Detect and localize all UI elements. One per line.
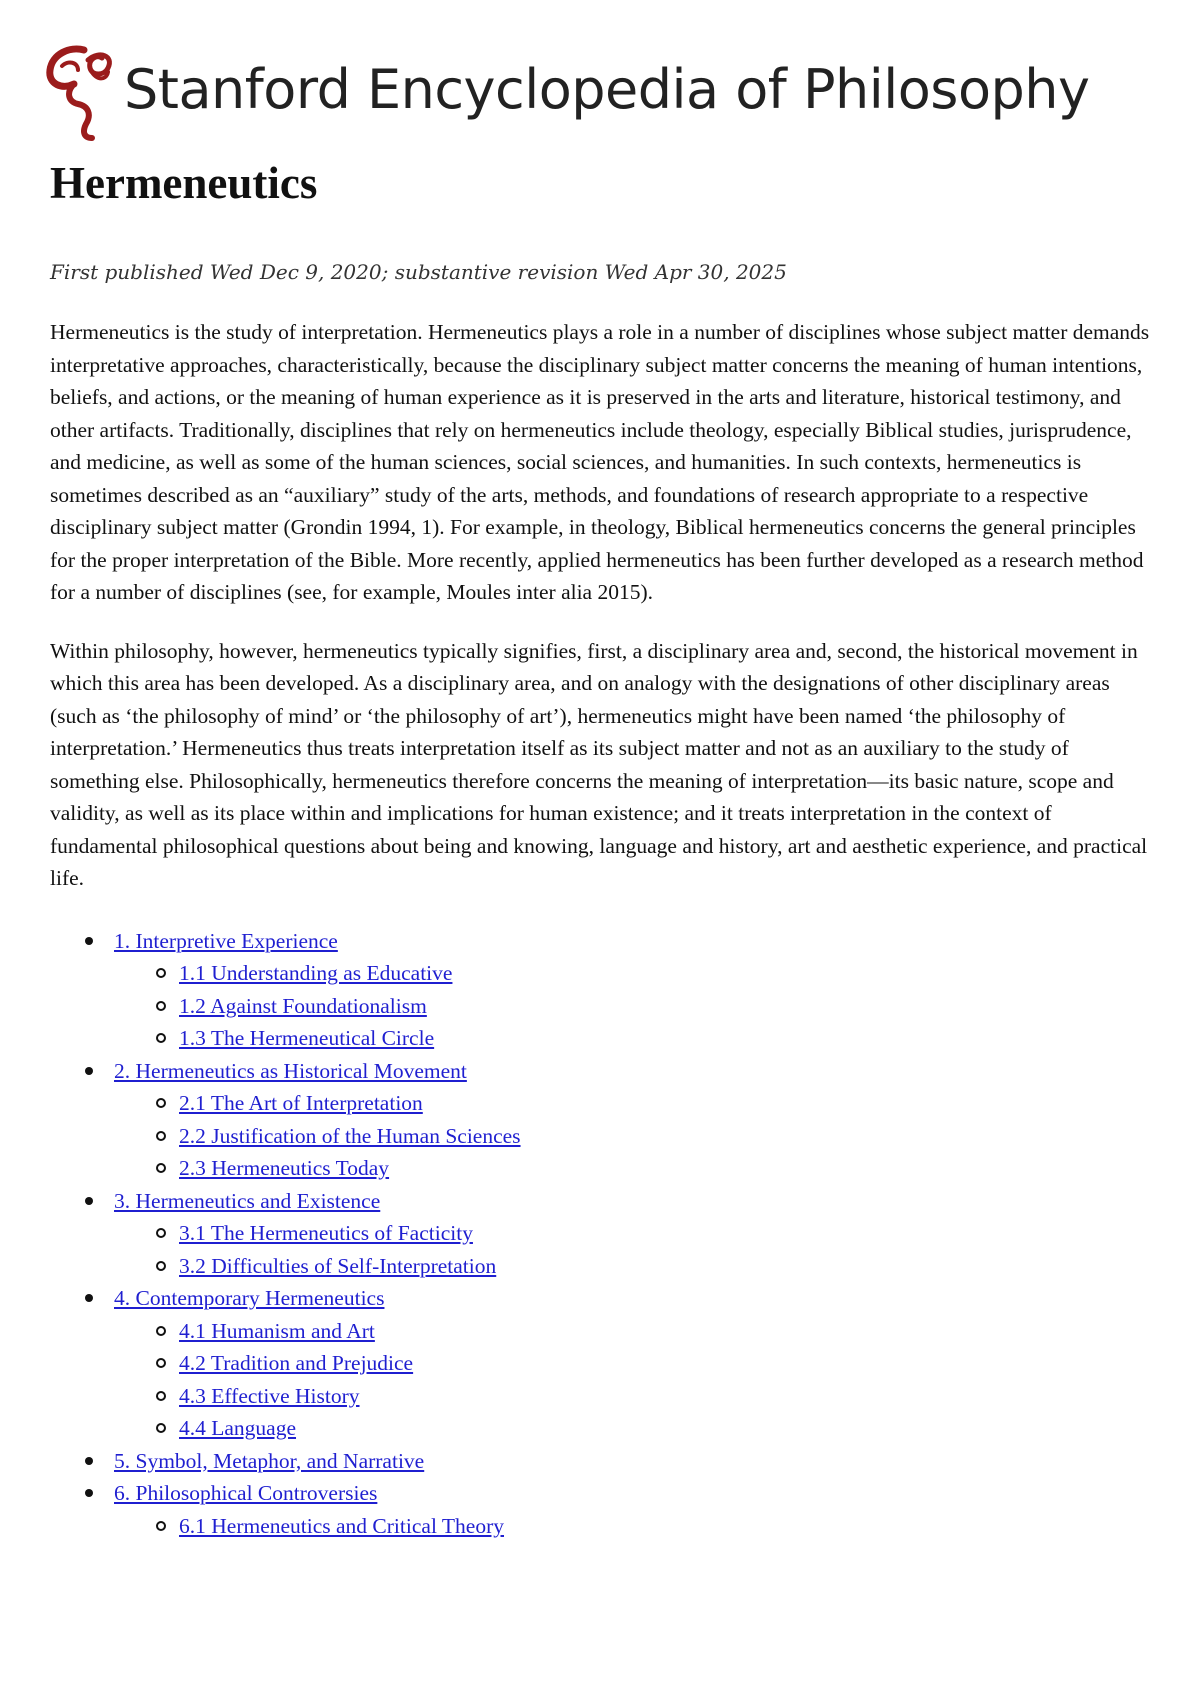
intro-paragraph: Hermeneutics is the study of interpretation. Hermeneutics plays a role in a number of disciplines whose subject matter demands interpretative approaches, characteristically, because the disciplinary subject matter concerns the meaning of human intentions, beliefs, and actions, or the meaning of human experience as it is preserved in the arts and literature, historical testimony, and other artifacts. Traditionally, disciplines that rely on hermeneutics include theology, especially Biblical studies, jurisprudence, and medicine, as well as some of the human sciences, social sciences, and humanities. In such contexts, hermeneutics is sometimes described as an “auxiliary” study of the arts, methods, and foundations of research appropriate to a respective disciplinary subject matter (Grondin 1994, 1). For example, in theology, Biblical hermeneutics concerns the general principles for the proper interpretation of the Bible. More recently, applied hermeneutics has been further developed as a research method for a number of disciplines (see, for example, Moules inter alia 2015).	[50, 320, 1150, 604]
sep-logo-icon[interactable]	[44, 40, 116, 144]
toc-subitem	[114, 1087, 1160, 1120]
toc-item	[50, 925, 1160, 1055]
toc-item	[50, 1185, 1160, 1283]
toc-item	[50, 1477, 1160, 1542]
toc-link-3-2[interactable]: 3.2 Difficulties of Self-Interpretation	[179, 1253, 497, 1278]
table-of-contents	[50, 925, 1160, 1543]
toc-link-4-4[interactable]: 4.4 Language	[179, 1416, 297, 1440]
toc-link-2-1[interactable]: 2.1 The Art of Interpretation	[179, 1091, 423, 1115]
toc-link-section-3[interactable]: 3. Hermeneutics and Existence	[114, 1188, 381, 1213]
toc-sublist	[114, 1087, 1160, 1185]
toc-link-2-2[interactable]: 2.2 Justification of the Human Sciences	[179, 1123, 521, 1148]
toc-subitem	[114, 1022, 1160, 1055]
toc-link-section-6[interactable]: 6. Philosophical Controversies	[114, 1481, 378, 1505]
toc-subitem	[114, 1510, 1160, 1543]
toc-link-section-5[interactable]: 5. Symbol, Metaphor, and Narrative	[114, 1448, 425, 1473]
article-title: Hermeneutics	[50, 158, 318, 208]
toc-subitem	[114, 990, 1160, 1023]
toc-subitem	[114, 1217, 1160, 1250]
toc-link-1-1[interactable]: 1.1 Understanding as Educative	[179, 961, 453, 985]
toc-link-4-2[interactable]: 4.2 Tradition and Prejudice	[179, 1351, 414, 1375]
toc-link-6-1[interactable]: 6.1 Hermeneutics and Critical Theory	[179, 1513, 504, 1538]
toc-sublist	[114, 1315, 1160, 1445]
toc-link-section-1[interactable]: 1. Interpretive Experience	[114, 928, 338, 953]
toc-link-2-3[interactable]: 2.3 Hermeneutics Today	[179, 1156, 390, 1180]
toc-subitem	[114, 1152, 1160, 1185]
site-title[interactable]: Stanford Encyclopedia of Philosophy	[124, 58, 1090, 121]
toc-link-1-2[interactable]: 1.2 Against Foundationalism	[179, 993, 427, 1018]
toc-link-section-2[interactable]: 2. Hermeneutics as Historical Movement	[114, 1058, 467, 1083]
toc-item	[50, 1282, 1160, 1445]
toc-link-section-4[interactable]: 4. Contemporary Hermeneutics	[114, 1286, 385, 1310]
toc-subitem	[114, 1347, 1160, 1380]
toc-subitem	[114, 1120, 1160, 1153]
article	[50, 148, 1160, 1542]
toc-subitem	[114, 957, 1160, 990]
toc-subitem	[114, 1250, 1160, 1283]
toc-item	[50, 1055, 1160, 1185]
toc-sublist	[114, 957, 1160, 1055]
toc-subitem	[114, 1412, 1160, 1445]
site-header	[44, 40, 1164, 144]
toc-link-1-3[interactable]: 1.3 The Hermeneutical Circle	[179, 1026, 435, 1050]
publication-info: First published Wed Dec 9, 2020; substantive revision Wed Apr 30, 2025	[50, 260, 787, 284]
toc-link-4-1[interactable]: 4.1 Humanism and Art	[179, 1318, 375, 1343]
toc-link-4-3[interactable]: 4.3 Effective History	[179, 1383, 360, 1408]
toc-subitem	[114, 1315, 1160, 1348]
toc-sublist	[114, 1510, 1160, 1543]
toc-link-3-1[interactable]: 3.1 The Hermeneutics of Facticity	[179, 1221, 473, 1245]
intro-paragraph: Within philosophy, however, hermeneutics typically signifies, first, a disciplinary area and, second, the historical movement in which this area has been developed. As a disciplinary area, and on analogy with the designations of other disciplinary areas (such as ‘the philosophy of mind’ or ‘the philosophy of art’), hermeneutics might have been named ‘the philosophy of interpretation.’ Hermeneutics thus treats interpretation itself as its subject matter and not as an auxiliary to the study of something else. Philosophically, hermeneutics therefore concerns the meaning of interpretation—its basic nature, scope and validity, as well as its place within and implications for human existence; and it treats interpretation in the context of fundamental philosophical questions about being and knowing, language and history, art and aesthetic experience, and practical life.	[50, 638, 1148, 890]
toc-sublist	[114, 1217, 1160, 1282]
toc-subitem	[114, 1380, 1160, 1413]
toc-item	[50, 1445, 1160, 1478]
